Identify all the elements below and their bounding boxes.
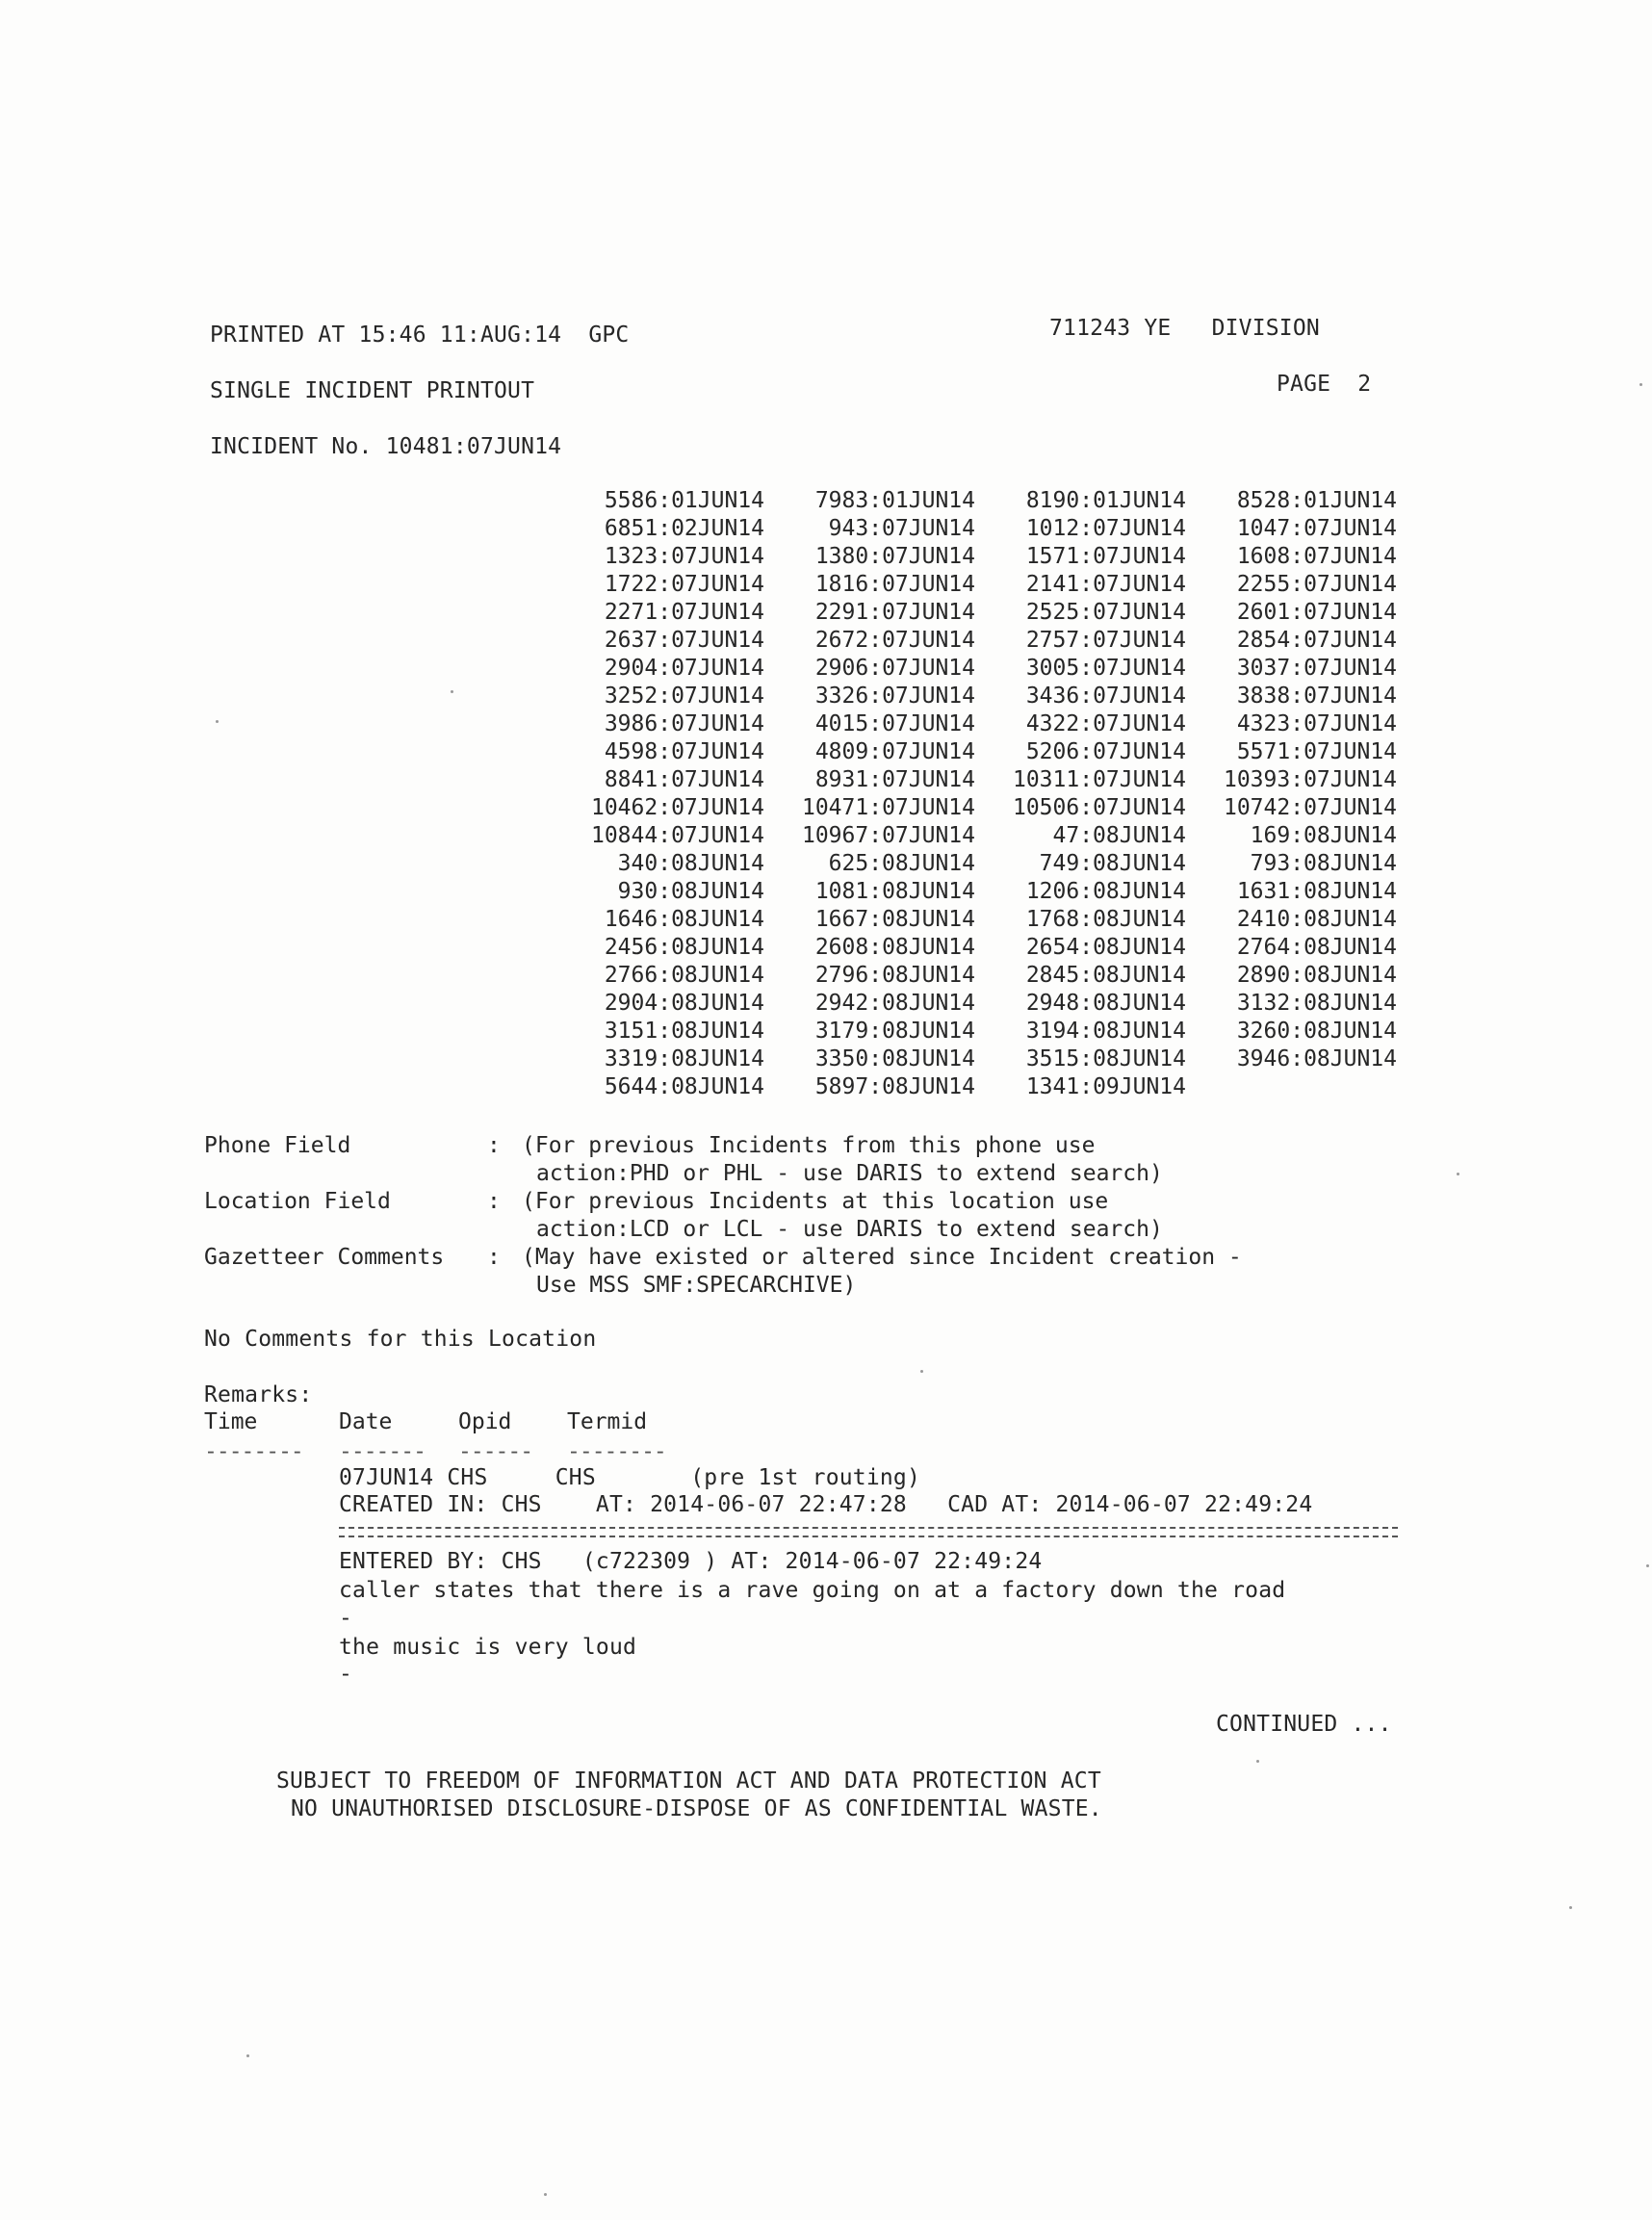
incident-reference: 1341:09JUN14 bbox=[1025, 1074, 1186, 1099]
reference-row bbox=[554, 572, 1401, 600]
field-colon: : bbox=[487, 1133, 501, 1158]
footer-line-1: SUBJECT TO FREEDOM OF INFORMATION ACT AND DATA PROTECTION ACT bbox=[276, 1768, 1101, 1794]
incident-reference: 3179:08JUN14 bbox=[814, 1019, 975, 1044]
field-note: (For previous Incidents from this phone use bbox=[522, 1133, 1096, 1158]
incident-reference: 10462:07JUN14 bbox=[590, 795, 764, 820]
incident-reference: 930:08JUN14 bbox=[617, 879, 764, 904]
incident-reference: 1646:08JUN14 bbox=[604, 907, 764, 932]
field-note-2: Use MSS SMF:SPECARCHIVE) bbox=[536, 1273, 857, 1298]
reference-row bbox=[554, 1046, 1401, 1074]
col-termid: Termid bbox=[567, 1409, 648, 1434]
incident-reference: 10844:07JUN14 bbox=[590, 823, 764, 848]
incident-reference: 1667:08JUN14 bbox=[814, 907, 975, 932]
incident-reference: 1206:08JUN14 bbox=[1025, 879, 1186, 904]
scan-speck bbox=[451, 690, 453, 693]
col-underline: ------ bbox=[458, 1439, 533, 1464]
incident-reference: 10471:07JUN14 bbox=[801, 795, 975, 820]
incident-reference: 2764:08JUN14 bbox=[1236, 935, 1397, 960]
incident-reference: 2766:08JUN14 bbox=[604, 963, 764, 988]
col-underline: ------- bbox=[339, 1439, 426, 1464]
incident-reference: 3436:07JUN14 bbox=[1025, 684, 1186, 709]
incident-reference: 4015:07JUN14 bbox=[814, 711, 975, 736]
remark-created: CREATED IN: CHS AT: 2014-06-07 22:47:28 CAD AT: 2014-06-07 22:49:24 bbox=[339, 1492, 1313, 1517]
reference-row bbox=[554, 879, 1401, 907]
reference-row bbox=[554, 851, 1401, 879]
field-note: (May have existed or altered since Incident creation - bbox=[522, 1245, 1242, 1270]
incident-reference: 2845:08JUN14 bbox=[1025, 963, 1186, 988]
incident-reference: 2904:07JUN14 bbox=[604, 656, 764, 681]
incident-reference: 2654:08JUN14 bbox=[1025, 935, 1186, 960]
reference-row bbox=[554, 907, 1401, 935]
incident-reference-grid bbox=[554, 488, 1401, 1102]
gazetteer-comments bbox=[204, 1245, 1456, 1303]
incident-reference: 749:08JUN14 bbox=[1039, 851, 1186, 876]
incident-reference: 3515:08JUN14 bbox=[1025, 1046, 1186, 1071]
incident-reference: 1722:07JUN14 bbox=[604, 572, 764, 597]
incident-reference: 1631:08JUN14 bbox=[1236, 879, 1397, 904]
incident-number: INCIDENT No. 10481:07JUN14 bbox=[210, 434, 562, 459]
incident-reference: 10967:07JUN14 bbox=[801, 823, 975, 848]
incident-reference: 3260:08JUN14 bbox=[1236, 1019, 1397, 1044]
scan-speck bbox=[246, 2054, 249, 2057]
scan-speck bbox=[1457, 1173, 1459, 1175]
field-label: Phone Field bbox=[204, 1133, 351, 1158]
scan-speck bbox=[1639, 383, 1642, 386]
incident-reference: 10742:07JUN14 bbox=[1223, 795, 1397, 820]
incident-reference: 2271:07JUN14 bbox=[604, 600, 764, 625]
incident-reference: 169:08JUN14 bbox=[1250, 823, 1397, 848]
col-opid: Opid bbox=[458, 1409, 512, 1434]
scan-speck bbox=[1646, 1564, 1649, 1567]
reference-row bbox=[554, 739, 1401, 767]
remarks-title: Remarks: bbox=[204, 1382, 313, 1407]
incident-reference: 2854:07JUN14 bbox=[1236, 628, 1397, 653]
incident-reference bbox=[1186, 1074, 1397, 1102]
incident-reference: 3194:08JUN14 bbox=[1025, 1019, 1186, 1044]
field-note: (For previous Incidents at this location use bbox=[522, 1189, 1109, 1214]
reference-row bbox=[554, 656, 1401, 684]
incident-reference: 5206:07JUN14 bbox=[1025, 739, 1186, 764]
reference-row bbox=[554, 711, 1401, 739]
incident-reference: 943:07JUN14 bbox=[828, 516, 975, 541]
incident-reference: 2890:08JUN14 bbox=[1236, 963, 1397, 988]
reference-row bbox=[554, 795, 1401, 823]
field-label: Location Field bbox=[204, 1189, 391, 1214]
field-note-2: action:LCD or LCL - use DARIS to extend search) bbox=[536, 1217, 1163, 1242]
incident-reference: 4598:07JUN14 bbox=[604, 739, 764, 764]
incident-reference: 2608:08JUN14 bbox=[814, 935, 975, 960]
reference-row bbox=[554, 767, 1401, 795]
incident-reference: 8190:01JUN14 bbox=[1025, 488, 1186, 513]
incident-reference: 1012:07JUN14 bbox=[1025, 516, 1186, 541]
incident-reference: 4809:07JUN14 bbox=[814, 739, 975, 764]
incident-reference: 3350:08JUN14 bbox=[814, 1046, 975, 1071]
incident-reference: 4323:07JUN14 bbox=[1236, 711, 1397, 736]
reference-row bbox=[554, 823, 1401, 851]
incident-reference: 2637:07JUN14 bbox=[604, 628, 764, 653]
incident-reference: 5571:07JUN14 bbox=[1236, 739, 1397, 764]
document-title: SINGLE INCIDENT PRINTOUT bbox=[210, 378, 535, 403]
incident-reference: 1816:07JUN14 bbox=[814, 572, 975, 597]
incident-reference: 793:08JUN14 bbox=[1250, 851, 1397, 876]
incident-reference: 2904:08JUN14 bbox=[604, 991, 764, 1016]
incident-reference: 2525:07JUN14 bbox=[1025, 600, 1186, 625]
incident-reference: 2906:07JUN14 bbox=[814, 656, 975, 681]
incident-reference: 3132:08JUN14 bbox=[1236, 991, 1397, 1016]
incident-reference: 8841:07JUN14 bbox=[604, 767, 764, 792]
incident-reference: 5644:08JUN14 bbox=[604, 1074, 764, 1099]
incident-reference: 1323:07JUN14 bbox=[604, 544, 764, 569]
double-rule bbox=[339, 1527, 1398, 1537]
incident-reference: 1380:07JUN14 bbox=[814, 544, 975, 569]
location-field bbox=[204, 1189, 1456, 1247]
reference-row bbox=[554, 963, 1401, 991]
incident-reference: 47:08JUN14 bbox=[1052, 823, 1186, 848]
remark-text: caller states that there is a rave going on at a factory down the road bbox=[339, 1578, 1286, 1603]
incident-reference: 2796:08JUN14 bbox=[814, 963, 975, 988]
incident-reference: 340:08JUN14 bbox=[617, 851, 764, 876]
scan-speck bbox=[920, 1370, 923, 1373]
field-label: Gazetteer Comments bbox=[204, 1245, 445, 1270]
incident-reference: 1047:07JUN14 bbox=[1236, 516, 1397, 541]
incident-reference: 3986:07JUN14 bbox=[604, 711, 764, 736]
remark-entry: 07JUN14 CHS CHS (pre 1st routing) bbox=[339, 1465, 921, 1490]
incident-reference: 5897:08JUN14 bbox=[814, 1074, 975, 1099]
incident-reference: 625:08JUN14 bbox=[828, 851, 975, 876]
incident-reference: 3946:08JUN14 bbox=[1236, 1046, 1397, 1071]
incident-reference: 3037:07JUN14 bbox=[1236, 656, 1397, 681]
field-colon: : bbox=[487, 1189, 501, 1214]
incident-reference: 2942:08JUN14 bbox=[814, 991, 975, 1016]
scan-speck bbox=[216, 720, 219, 723]
footer-line-2: NO UNAUTHORISED DISCLOSURE-DISPOSE OF AS CONFIDENTIAL WASTE. bbox=[291, 1796, 1102, 1821]
incident-reference: 3151:08JUN14 bbox=[604, 1019, 764, 1044]
incident-reference: 3005:07JUN14 bbox=[1025, 656, 1186, 681]
remark-text: the music is very loud bbox=[339, 1635, 637, 1660]
col-underline: -------- bbox=[204, 1439, 303, 1464]
scan-speck bbox=[1569, 1906, 1572, 1909]
incident-reference: 1768:08JUN14 bbox=[1025, 907, 1186, 932]
col-time: Time bbox=[204, 1409, 258, 1434]
phone-field bbox=[204, 1133, 1456, 1191]
incident-reference: 2255:07JUN14 bbox=[1236, 572, 1397, 597]
incident-reference: 3838:07JUN14 bbox=[1236, 684, 1397, 709]
reference-row bbox=[554, 516, 1401, 544]
reference-row bbox=[554, 600, 1401, 628]
remark-dash: - bbox=[339, 1606, 353, 1631]
incident-reference: 3319:08JUN14 bbox=[604, 1046, 764, 1071]
incident-reference: 7983:01JUN14 bbox=[814, 488, 975, 513]
incident-reference: 10506:07JUN14 bbox=[1012, 795, 1186, 820]
scan-speck bbox=[1256, 1760, 1259, 1763]
incident-reference: 2456:08JUN14 bbox=[604, 935, 764, 960]
incident-reference: 10393:07JUN14 bbox=[1223, 767, 1397, 792]
reference-row bbox=[554, 1019, 1401, 1046]
incident-reference: 1608:07JUN14 bbox=[1236, 544, 1397, 569]
incident-reference: 1571:07JUN14 bbox=[1025, 544, 1186, 569]
reference-row bbox=[554, 488, 1401, 516]
incident-reference: 3252:07JUN14 bbox=[604, 684, 764, 709]
no-comments-note: No Comments for this Location bbox=[204, 1327, 597, 1352]
incident-reference: 2601:07JUN14 bbox=[1236, 600, 1397, 625]
incident-reference: 5586:01JUN14 bbox=[604, 488, 764, 513]
reference-row bbox=[554, 935, 1401, 963]
col-date: Date bbox=[339, 1409, 393, 1434]
incident-reference: 1081:08JUN14 bbox=[814, 879, 975, 904]
continued-note: CONTINUED ... bbox=[1216, 1712, 1392, 1737]
incident-reference: 6851:02JUN14 bbox=[604, 516, 764, 541]
incident-reference: 4322:07JUN14 bbox=[1025, 711, 1186, 736]
incident-reference: 2141:07JUN14 bbox=[1025, 572, 1186, 597]
incident-reference: 2410:08JUN14 bbox=[1236, 907, 1397, 932]
reference-row bbox=[554, 684, 1401, 711]
remark-entered-by: ENTERED BY: CHS (c722309 ) AT: 2014-06-07 22:49:24 bbox=[339, 1549, 1043, 1574]
field-colon: : bbox=[487, 1245, 501, 1270]
field-note-2: action:PHD or PHL - use DARIS to extend search) bbox=[536, 1161, 1163, 1186]
incident-reference: 8931:07JUN14 bbox=[814, 767, 975, 792]
page-number: PAGE 2 bbox=[1277, 372, 1372, 397]
printed-at: PRINTED AT 15:46 11:AUG:14 GPC bbox=[210, 323, 630, 348]
incident-reference: 2948:08JUN14 bbox=[1025, 991, 1186, 1016]
reference-row bbox=[554, 628, 1401, 656]
incident-reference: 2757:07JUN14 bbox=[1025, 628, 1186, 653]
incident-reference: 3326:07JUN14 bbox=[814, 684, 975, 709]
incident-reference: 2291:07JUN14 bbox=[814, 600, 975, 625]
reference-row bbox=[554, 544, 1401, 572]
incident-reference: 8528:01JUN14 bbox=[1236, 488, 1397, 513]
division: 711243 YE DIVISION bbox=[1049, 316, 1320, 341]
scan-speck bbox=[544, 2193, 547, 2196]
col-underline: -------- bbox=[567, 1439, 666, 1464]
reference-row bbox=[554, 1074, 1401, 1102]
reference-row bbox=[554, 991, 1401, 1019]
incident-reference: 10311:07JUN14 bbox=[1012, 767, 1186, 792]
incident-reference: 2672:07JUN14 bbox=[814, 628, 975, 653]
remark-dash: - bbox=[339, 1662, 353, 1687]
